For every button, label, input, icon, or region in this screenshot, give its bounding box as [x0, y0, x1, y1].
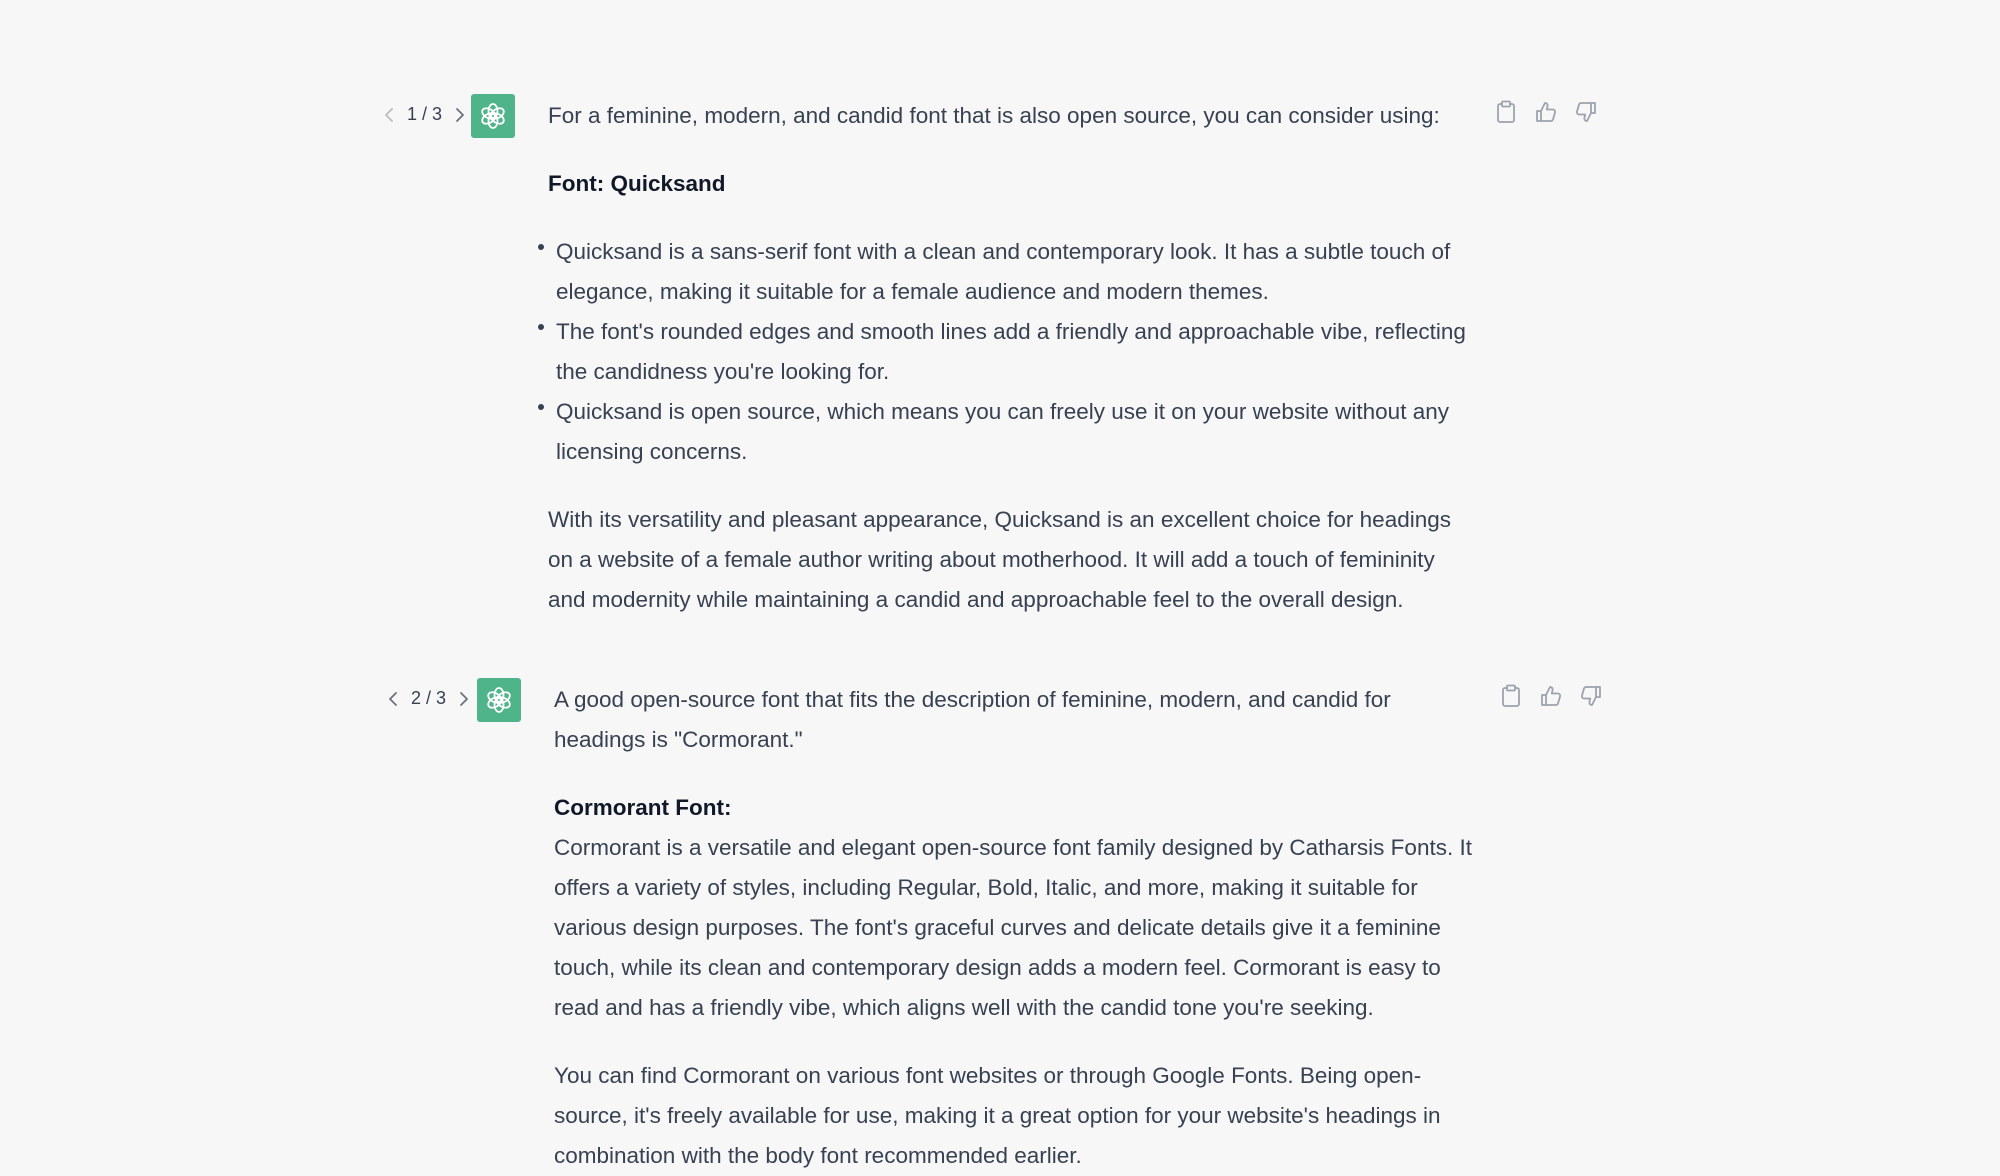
- thumbs-down-icon[interactable]: [1574, 99, 1598, 125]
- response-pager: [385, 688, 472, 709]
- clipboard-icon[interactable]: [1494, 99, 1518, 125]
- thumbs-up-icon[interactable]: [1534, 99, 1558, 125]
- chevron-left-icon[interactable]: [381, 105, 397, 125]
- message-body: Cormorant is a versatile and elegant open-source font family designed by Catharsis Fonts. It offers a variety of styles, including Regular, Bold, Italic, and more, making it suitable for various design purposes. The font's graceful curves and delicate details give it a feminine touch, while its clean and contemporary design adds a modern feel. Cormorant is easy to read and has a friendly vibe, which aligns well with the candid tone you're seeking.: [554, 835, 1472, 1020]
- message-intro: A good open-source font that fits the description of feminine, modern, and candid for headings is "Cormorant.": [554, 687, 1391, 752]
- clipboard-icon[interactable]: [1499, 683, 1523, 709]
- thumbs-up-icon[interactable]: [1539, 683, 1563, 709]
- message-actions: [1494, 99, 1598, 125]
- font-heading: Cormorant Font:: [554, 795, 732, 820]
- openai-logo-icon: [471, 94, 515, 138]
- response-pager: [381, 104, 468, 125]
- openai-logo-icon: [477, 678, 521, 722]
- list-item: Quicksand is open source, which means you can freely use it on your website without any licensing concerns.: [548, 392, 1478, 472]
- message-closing: You can find Cormorant on various font websites or through Google Fonts. Being open-source, it's freely available for use, making it a great option for your website's headings in combination with the body font recommended earlier.: [554, 1063, 1441, 1168]
- font-heading: Font: Quicksand: [548, 171, 726, 196]
- pager-count: 2 / 3: [411, 688, 447, 708]
- pager-count: 1 / 3: [407, 104, 443, 124]
- list-item: The font's rounded edges and smooth lines add a friendly and approachable vibe, reflecting the candidness you're looking for.: [548, 312, 1478, 392]
- message-content: [548, 96, 1478, 620]
- thumbs-down-icon[interactable]: [1579, 683, 1603, 709]
- chevron-right-icon[interactable]: [452, 105, 468, 125]
- bullet-list: [548, 232, 1478, 472]
- message-actions: [1499, 683, 1603, 709]
- chevron-right-icon[interactable]: [456, 689, 472, 709]
- chevron-left-icon[interactable]: [385, 689, 401, 709]
- message-intro: For a feminine, modern, and candid font that is also open source, you can consider using:: [548, 103, 1440, 128]
- message-content: [554, 680, 1484, 1176]
- message-closing: With its versatility and pleasant appearance, Quicksand is an excellent choice for headings on a website of a female author writing about motherhood. It will add a touch of femininity and modernity while maintaining a candid and approachable feel to the overall design.: [548, 507, 1451, 612]
- list-item: Quicksand is a sans-serif font with a clean and contemporary look. It has a subtle touch of elegance, making it suitable for a female audience and modern themes.: [548, 232, 1478, 312]
